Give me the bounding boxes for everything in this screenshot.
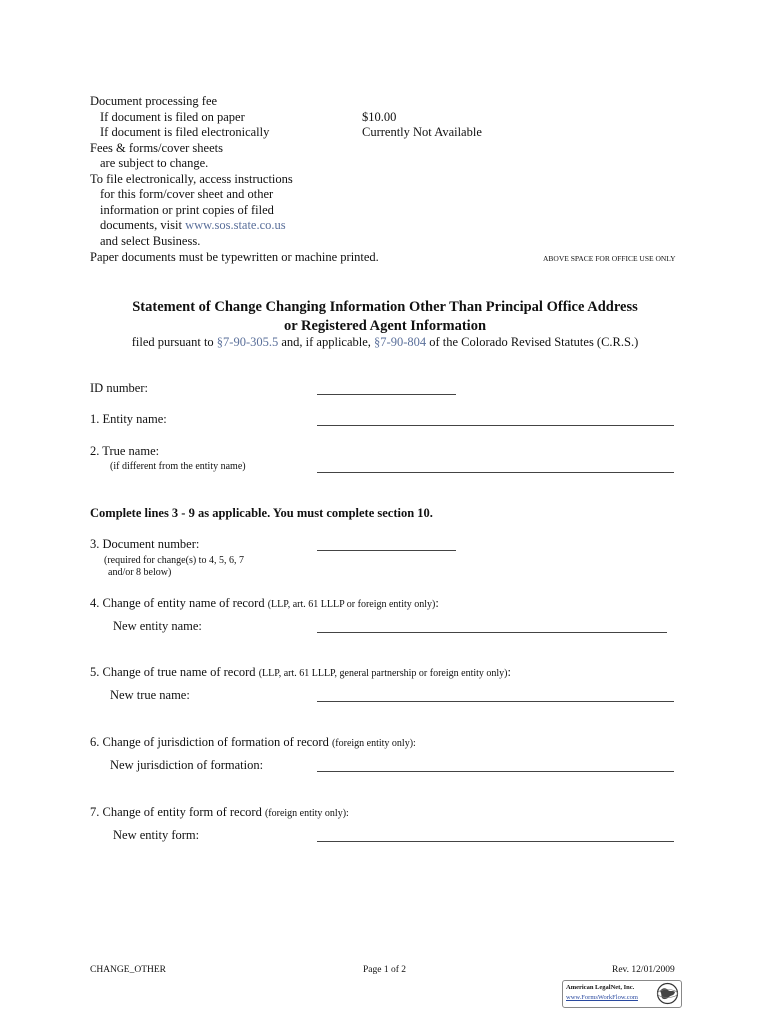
efile-line4 <box>100 218 286 234</box>
efile-line1: To file electronically, access instructions <box>90 172 293 186</box>
statute-link-2[interactable]: §7-90-804 <box>374 335 427 349</box>
new-entity-name-label: New entity name: <box>113 619 202 633</box>
fees-note-line2: are subject to change. <box>100 156 209 170</box>
id-number-label: ID number: <box>90 381 148 395</box>
true-name-label: 2. True name: <box>90 444 160 458</box>
fees-note-line1: Fees & forms/cover sheets <box>90 141 223 155</box>
document-number-note-line2: and/or 8 below) <box>108 567 172 578</box>
form-title-line1: Statement of Change Changing Information Other Than Principal Office Address <box>132 299 638 315</box>
true-name-field[interactable] <box>317 472 674 473</box>
form-subtitle <box>0 335 770 350</box>
q5-note: (LLP, art. 61 LLLP, general partnership or foreign entity only) <box>258 668 508 679</box>
efile-line3: information or print copies of filed <box>100 203 274 217</box>
q7-main: 7. Change of entity form of record <box>90 805 265 819</box>
form-title-line2: or Registered Agent Information <box>283 318 487 334</box>
fee-electronic-label: If document is filed electronically <box>100 125 270 139</box>
efile-line5: and select Business. <box>100 234 201 248</box>
q5-main: 5. Change of true name of record <box>90 665 259 679</box>
document-number-note-line1: (required for change(s) to 4, 5, 6, 7 <box>104 555 244 566</box>
q7-note: (foreign entity only): <box>264 808 349 819</box>
new-jurisdiction-field[interactable] <box>317 771 674 772</box>
form-code: CHANGE_OTHER <box>90 965 166 975</box>
globe-icon <box>656 982 679 1005</box>
q6-main: 6. Change of jurisdiction of formation of record <box>90 735 332 749</box>
new-entity-form-field[interactable] <box>317 841 674 842</box>
subtitle-prefix: filed pursuant to <box>131 335 217 349</box>
page-number: Page 1 of 2 <box>363 965 407 975</box>
q7-heading <box>90 805 349 820</box>
subtitle-mid: and, if applicable, <box>278 335 375 349</box>
logo-website[interactable]: www.FormsWorkFlow.com <box>566 994 638 1001</box>
id-number-field[interactable] <box>317 394 456 395</box>
efile-line4-prefix: documents, visit <box>100 218 186 232</box>
revision-date: Rev. 12/01/2009 <box>612 965 675 975</box>
new-entity-name-field[interactable] <box>317 632 667 633</box>
document-number-field[interactable] <box>317 550 456 551</box>
fee-paper-value: $10.00 <box>362 110 397 124</box>
entity-name-field[interactable] <box>317 425 674 426</box>
paper-documents-note: Paper documents must be typewritten or machine printed. <box>90 250 379 264</box>
q4-note: (LLP, art. 61 LLLP or foreign entity only) <box>267 599 436 610</box>
q6-heading <box>90 735 416 750</box>
sos-website-link[interactable]: www.sos.state.co.us <box>185 218 286 232</box>
fee-heading: Document processing fee <box>90 94 218 108</box>
legalnet-logo <box>562 980 682 1008</box>
fee-paper-label: If document is filed on paper <box>100 110 245 124</box>
q5-heading <box>90 665 511 680</box>
office-use-label: ABOVE SPACE FOR OFFICE USE ONLY <box>543 254 676 263</box>
document-number-label: 3. Document number: <box>90 537 200 551</box>
subtitle-suffix: of the Colorado Revised Statutes (C.R.S.) <box>426 335 639 349</box>
logo-company: American LegalNet, Inc. <box>566 984 635 991</box>
statute-link-1[interactable]: §7-90-305.5 <box>216 335 279 349</box>
q4-main: 4. Change of entity name of record <box>90 596 268 610</box>
entity-name-label: 1. Entity name: <box>90 412 167 426</box>
q5-colon: : <box>507 665 511 679</box>
fee-electronic-value: Currently Not Available <box>362 125 482 139</box>
new-true-name-field[interactable] <box>317 701 674 702</box>
q6-note: (foreign entity only): <box>331 738 416 749</box>
new-entity-form-label: New entity form: <box>113 828 200 842</box>
efile-line2: for this form/cover sheet and other <box>100 187 274 201</box>
new-jurisdiction-label: New jurisdiction of formation: <box>110 758 264 772</box>
q4-heading <box>90 596 439 611</box>
new-true-name-label: New true name: <box>110 688 190 702</box>
true-name-note: (if different from the entity name) <box>110 461 246 472</box>
q4-colon: : <box>435 596 439 610</box>
instruction-heading: Complete lines 3 - 9 as applicable. You must complete section 10. <box>90 506 433 520</box>
